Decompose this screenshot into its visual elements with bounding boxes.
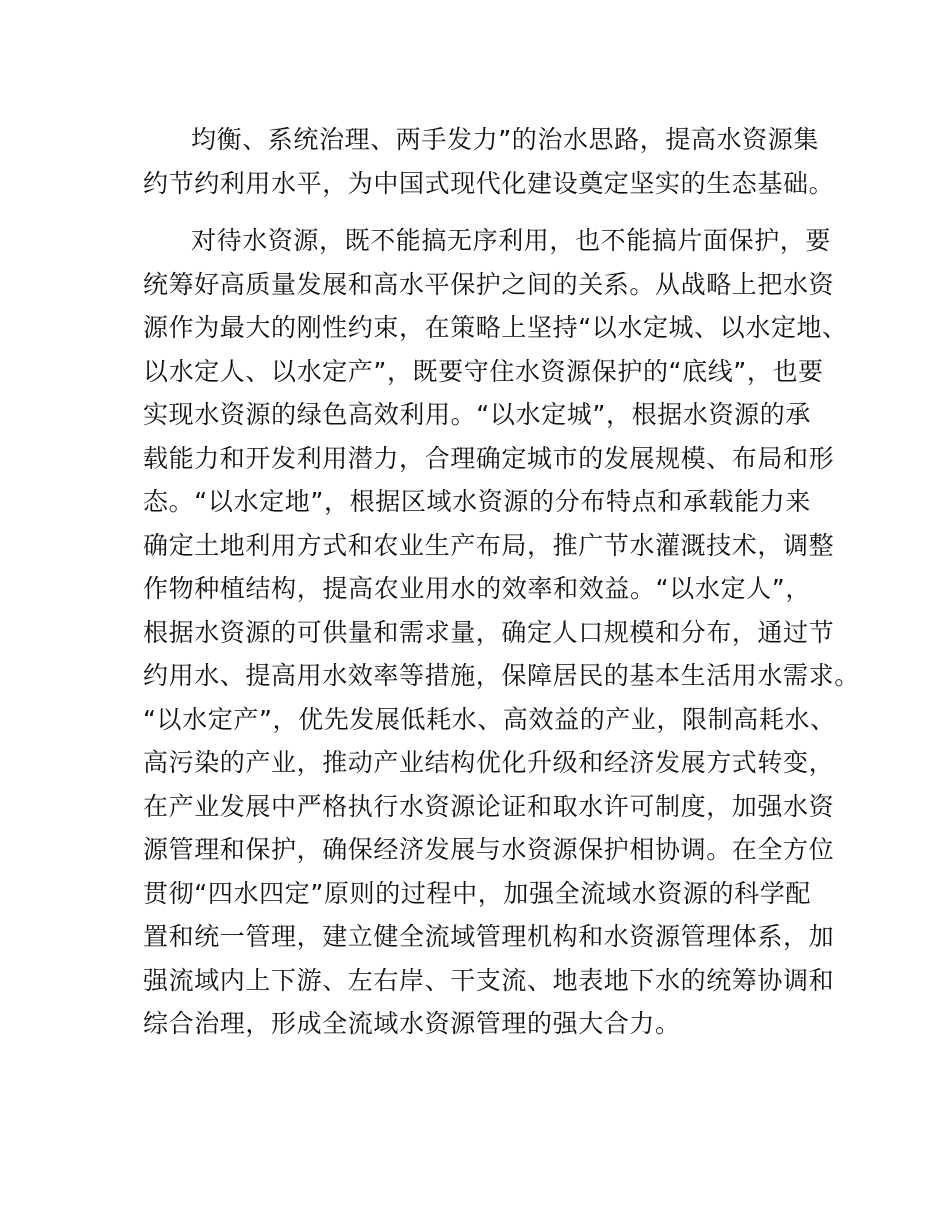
text-line: 源管理和保护，确保经济发展与水资源保护相协调。在全方位 — [143, 835, 835, 864]
text-line: 高污染的产业，推动产业结构优化升级和经济发展方式转变， — [143, 748, 835, 777]
paragraph-gap — [143, 205, 811, 219]
text-line: 综合治理，形成全流域水资源管理的强大合力。 — [143, 1009, 681, 1038]
text-line: 确定土地利用方式和农业生产布局，推广节水灌溉技术，调整 — [143, 530, 835, 560]
text-line: 根据水资源的可供量和需求量，确定人口规模和分布，通过节 — [143, 617, 835, 647]
text-line: 载能力和开发利用潜力，合理确定城市的发展规模、布局和形 — [143, 443, 835, 473]
text-line: 作物种植结构，提高农业用水的效率和效益。“以水定人”， — [143, 574, 811, 603]
text-line: 在产业发展中严格执行水资源论证和取水许可制度，加强水资 — [143, 791, 835, 821]
text-line: 实现水资源的绿色高效利用。“以水定城”，根据水资源的承 — [143, 400, 811, 429]
text-line: 以水定人、以水定产”，既要守住水资源保护的“底线”，也要 — [143, 356, 824, 386]
paragraph-1 — [143, 118, 835, 205]
text-line: 均衡、系统治理、两手发力”的治水思路，提高水资源集 — [191, 125, 819, 154]
text-line: 强流域内上下游、左右岸、干支流、地表地下水的统筹协调和 — [143, 965, 835, 995]
document-page — [143, 118, 860, 1046]
text-line: 置和统一管理，建立健全流域管理机构和水资源管理体系，加 — [143, 922, 835, 951]
text-line: 约节约利用水平，为中国式现代化建设奠定坚实的生态基础。 — [143, 168, 835, 198]
text-line: 态。“以水定地”，根据区域水资源的分布特点和承载能力来 — [143, 487, 811, 516]
text-line: 统筹好高质量发展和高水平保护之间的关系。从战略上把水资 — [143, 269, 835, 299]
text-line: 约用水、提高用水效率等措施，保障居民的基本生活用水需求。 — [143, 661, 860, 690]
text-line: 对待水资源，既不能搞无序利用，也不能搞片面保护，要 — [191, 226, 832, 255]
text-line: 源作为最大的刚性约束，在策略上坚持“以水定城、以水定地、 — [143, 313, 848, 342]
text-line: 贯彻“四水四定”原则的过程中，加强全流域水资源的科学配 — [143, 878, 811, 908]
text-line: “以水定产”，优先发展低耗水、高效益的产业，限制高耗水、 — [143, 704, 836, 734]
paragraph-2 — [143, 219, 860, 1046]
